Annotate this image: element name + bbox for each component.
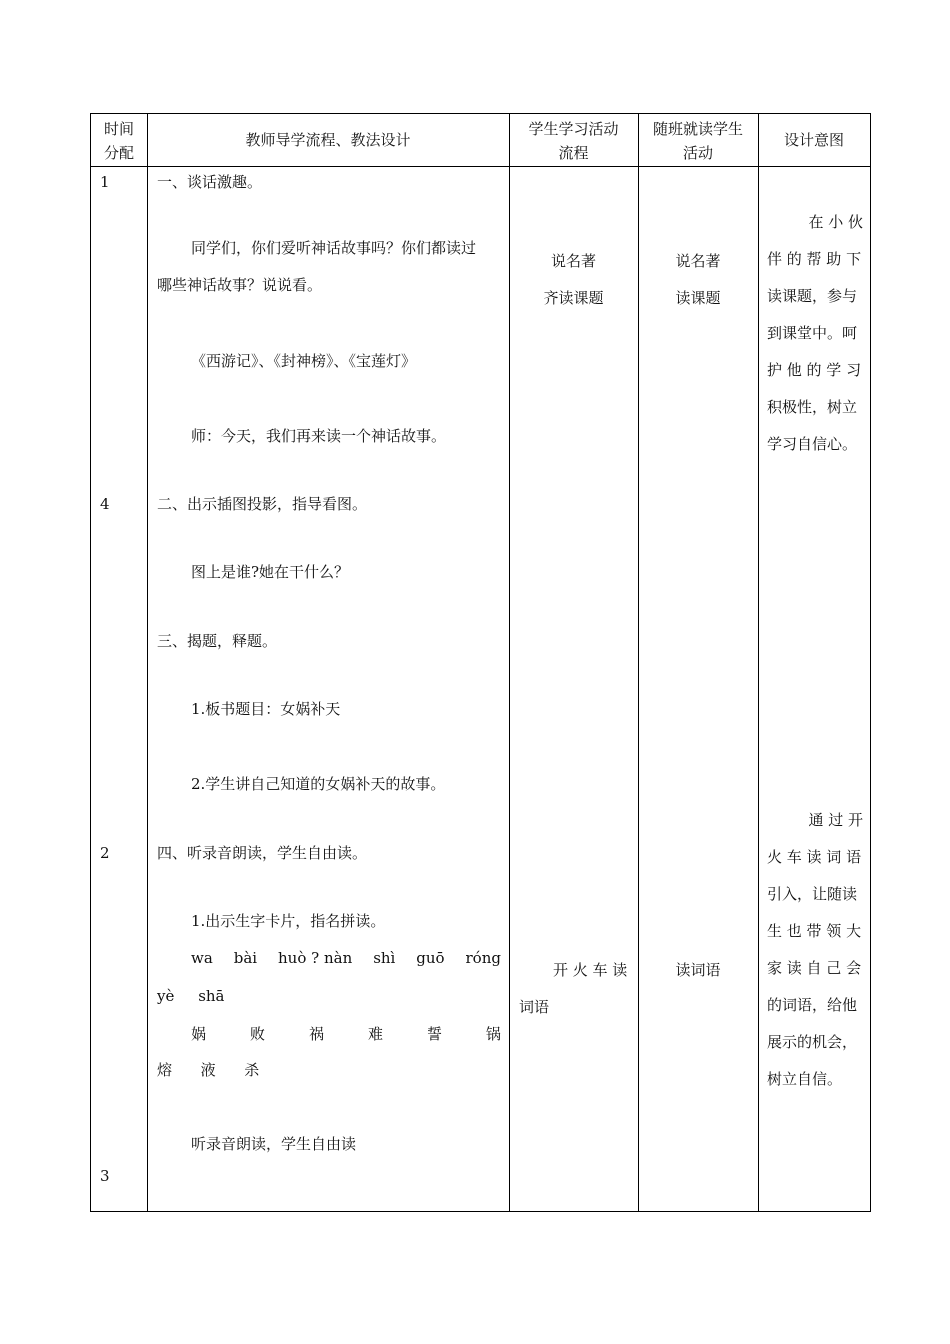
pinyin-row <box>191 949 501 967</box>
character: 娲 <box>191 1025 207 1043</box>
student-activity: 齐读课题 <box>543 289 604 307</box>
character: 誓 <box>426 1025 442 1043</box>
column-divider <box>509 114 510 1211</box>
list-item: 1.出示生字卡片，指名拼读。 <box>191 912 386 930</box>
student-activity: 开 火 车 读 <box>553 961 628 979</box>
student-activity: 词语 <box>519 998 550 1016</box>
time-mark: 1 <box>100 173 110 191</box>
character-row <box>191 1023 501 1044</box>
paragraph-line: 哪些神话故事？说说看。 <box>157 276 323 294</box>
header-inclusive: 随班就读学生 活动 <box>652 120 743 162</box>
inclusive-activity: 读词语 <box>675 961 721 979</box>
character: 祸 <box>308 1025 324 1043</box>
time-mark: 2 <box>100 844 110 862</box>
section-heading: 二、出示插图投影，指导看图。 <box>157 495 368 513</box>
column-divider <box>758 114 759 1211</box>
inclusive-activity: 说名著 <box>675 252 721 270</box>
pinyin: bài <box>233 949 258 967</box>
section-heading: 一、谈话激趣。 <box>157 173 263 191</box>
teacher-line: 师：今天，我们再来读一个神话故事。 <box>191 427 447 445</box>
header-divider <box>91 166 870 167</box>
header-time: 时间 分配 <box>103 120 134 162</box>
pinyin: wa <box>191 949 213 967</box>
character: 锅 <box>485 1025 501 1043</box>
character-row: 熔 液 杀 <box>157 1061 260 1079</box>
character: 难 <box>367 1025 383 1043</box>
inclusive-activity: 读课题 <box>675 289 721 307</box>
pinyin: guō <box>416 949 445 967</box>
column-divider <box>638 114 639 1211</box>
lesson-plan-table <box>90 113 871 1212</box>
pinyin: róng <box>465 949 501 967</box>
column-divider <box>147 114 148 1211</box>
student-activity: 说名著 <box>550 252 596 270</box>
pinyin: shì <box>373 949 396 967</box>
list-item: 1.板书题目：女娲补天 <box>191 700 341 718</box>
character: 败 <box>249 1025 265 1043</box>
header-student: 学生学习活动 流程 <box>528 120 619 162</box>
pinyin-row: yè shā <box>157 987 225 1005</box>
paragraph-line: 同学们，你们爱听神话故事吗？你们都读过 <box>191 239 477 257</box>
book-titles: 《西游记》、《封神榜》、《宝莲灯》 <box>191 352 417 370</box>
list-item: 2.学生讲自己知道的女娲补天的故事。 <box>191 775 446 793</box>
section-heading: 四、听录音朗读，学生自由读。 <box>157 844 368 862</box>
intent-note: 在 小 伙 伴 的 帮 助 下 读课题，参与 到课堂中。呵 护 他 的 学 习 积极性，树立 学习自信心。 <box>767 213 863 453</box>
header-teacher: 教师导学流程、教法设计 <box>245 131 411 149</box>
section-heading: 三、揭题，释题。 <box>157 632 278 650</box>
header-intent: 设计意图 <box>783 131 844 149</box>
question-line: 图上是谁?她在干什么？ <box>191 563 350 581</box>
pinyin: huò ? nàn <box>278 949 353 967</box>
paragraph-line: 听录音朗读，学生自由读 <box>191 1135 357 1153</box>
time-mark: 3 <box>100 1167 110 1185</box>
time-mark: 4 <box>100 495 110 513</box>
intent-note: 通 过 开 火 车 读 词 语 引入，让随读 生 也 带 领 大 家 读 自 己 会 的词语，给他 展示的机会， 树立自信。 <box>767 811 863 1088</box>
